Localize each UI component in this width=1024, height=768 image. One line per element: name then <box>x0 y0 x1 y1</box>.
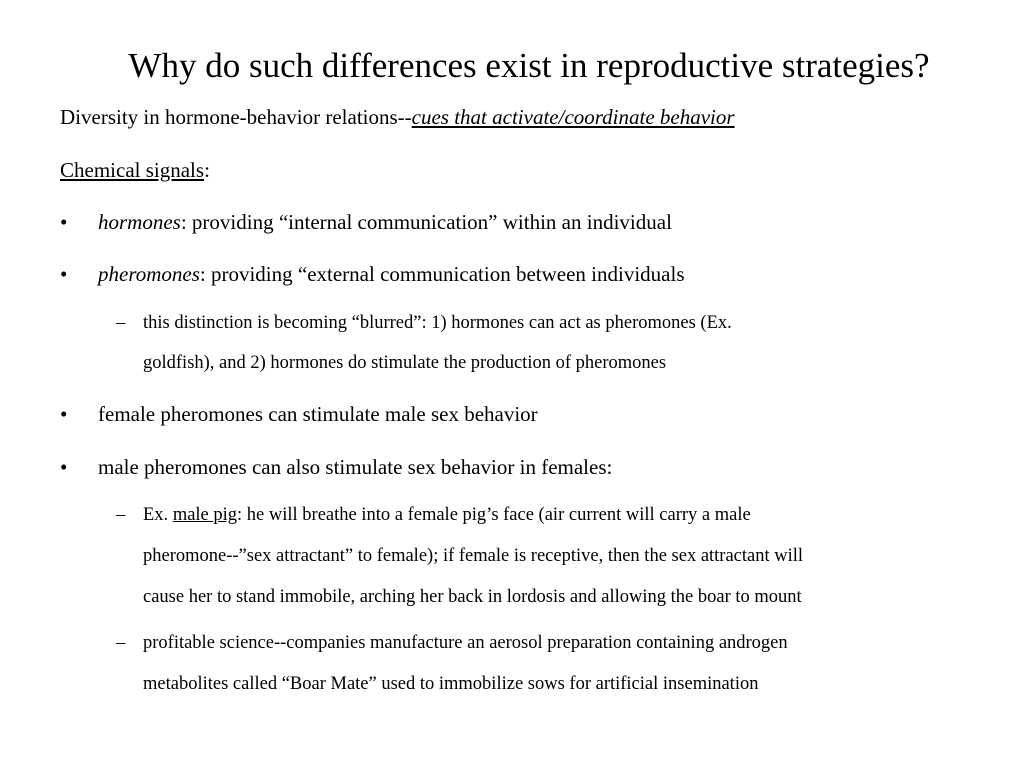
pig-line-1 <box>143 503 751 527</box>
diversity-line <box>60 104 735 130</box>
pig-line-2: pheromone--”sex attractant” to female); if female is receptive, then the sex attractant will <box>143 546 804 566</box>
chemical-signals-colon: : <box>204 158 210 182</box>
pig-term: male pig <box>172 505 238 525</box>
bullet-marker-male: • <box>60 455 68 479</box>
diversity-prefix: Diversity in hormone-behavior relations-- <box>60 105 412 129</box>
bullet-male: male pheromones can also stimulate sex behavior in females: <box>98 455 613 479</box>
chemical-signals-heading <box>60 157 210 183</box>
chemical-signals-label: Chemical signals <box>60 158 205 182</box>
pig-line-3: cause her to stand immobile, arching her back in lordosis and allowing the boar to mount <box>143 587 802 607</box>
pig-prefix: Ex. <box>143 505 173 525</box>
sub-marker-science: – <box>116 633 126 653</box>
hormones-term: hormones <box>98 210 181 234</box>
pig-line-1-rest: : he will breathe into a female pig’s face (air current will carry a male <box>237 505 751 525</box>
bullet-marker-female: • <box>60 402 68 426</box>
sub-marker-blurred: – <box>116 313 126 333</box>
science-line-1: profitable science--companies manufacture an aerosol preparation containing androgen <box>143 633 788 653</box>
bullet-marker-pheromones: • <box>60 262 68 286</box>
science-line-2: metabolites called “Boar Mate” used to immobilize sows for artificial insemination <box>143 674 759 694</box>
bullet-marker-hormones: • <box>60 210 68 234</box>
bullet-female: female pheromones can stimulate male sex behavior <box>98 402 538 426</box>
sub-marker-pig: – <box>116 505 126 525</box>
diversity-emphasis: cues that activate/coordinate behavior <box>411 105 735 129</box>
hormones-text: : providing “internal communication” within an individual <box>180 210 672 234</box>
bullet-pheromones <box>98 261 685 287</box>
blurred-line-1: this distinction is becoming “blurred”: 1) hormones can act as pheromones (Ex. <box>143 313 732 333</box>
blurred-line-2: goldfish), and 2) hormones do stimulate the production of pheromones <box>143 353 667 373</box>
pheromones-text: : providing “external communication between individuals <box>199 262 685 286</box>
pheromones-term: pheromones <box>98 262 200 286</box>
bullet-hormones <box>98 209 672 235</box>
slide-title: Why do such differences exist in reproductive strategies? <box>128 46 930 85</box>
